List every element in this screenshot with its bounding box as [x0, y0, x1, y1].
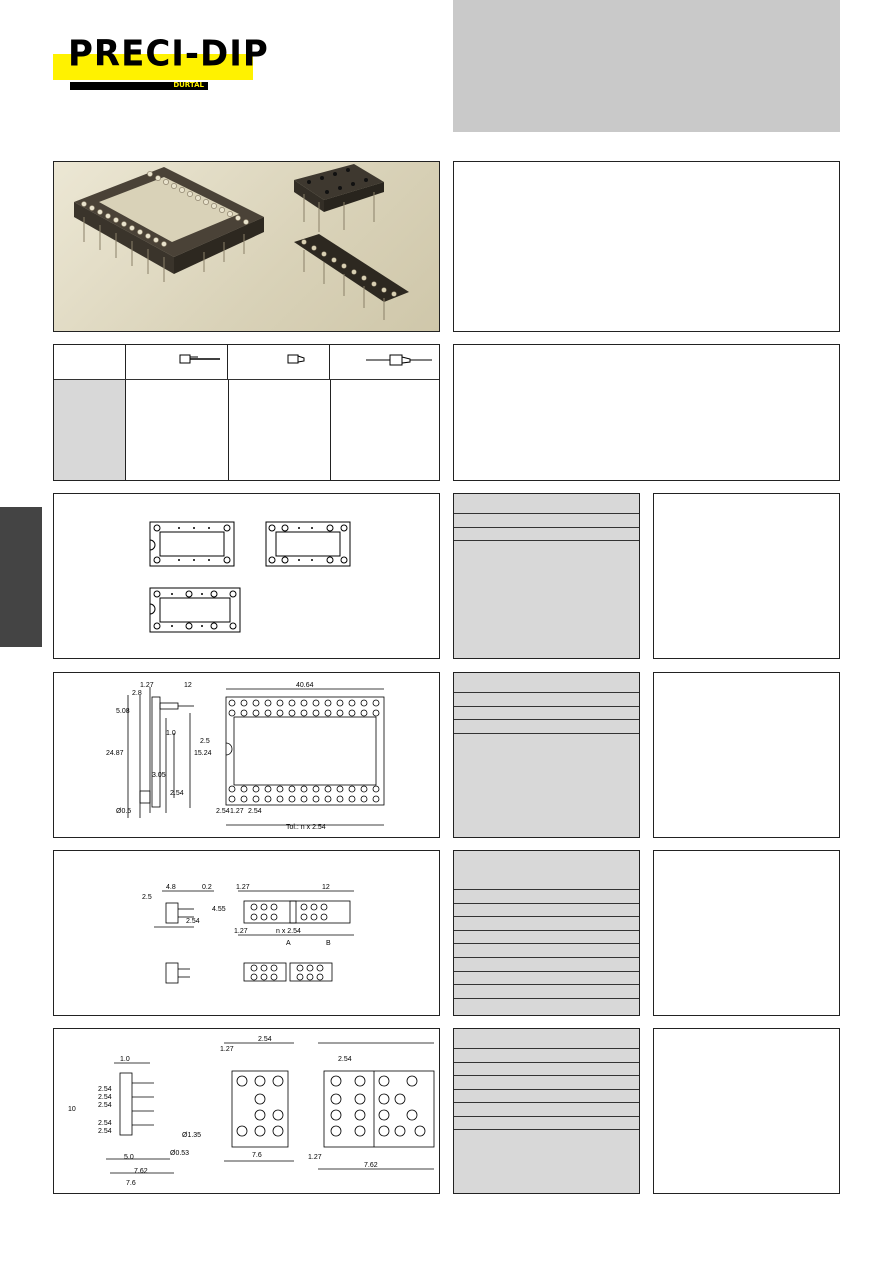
drawing-panel-4 [53, 1028, 440, 1194]
dim-label: Ø0.53 [170, 1150, 190, 1157]
drawing-panel-2 [53, 672, 440, 838]
header-title-block [453, 0, 840, 132]
pin-table-header-3 [330, 345, 439, 379]
dim-label: 2.54 [216, 808, 230, 815]
dim-label: 12 [322, 884, 330, 891]
logo-subtext: DURTAL [173, 81, 204, 89]
dim-label: 4.8 [166, 884, 176, 891]
spec-notes-3 [653, 850, 840, 1016]
dimension-drawing-strip [54, 851, 439, 1015]
pin-table-header-1 [126, 345, 228, 379]
logo-subbar [70, 82, 208, 90]
spec-table-4 [453, 1028, 640, 1194]
dim-label: 7.62 [364, 1162, 378, 1169]
spec-row-line [454, 540, 639, 541]
spec-row-line [454, 692, 639, 693]
dim-label: 4.55 [212, 906, 226, 913]
spec-row-line [454, 889, 639, 890]
spec-row-line [454, 998, 639, 999]
dim-label: 1.0 [166, 730, 176, 737]
pin-table-label-cell [54, 380, 126, 480]
spec-row-line [454, 984, 639, 985]
spec-row-line [454, 957, 639, 958]
spec-row-line [454, 719, 639, 720]
product-photo-drawing [54, 162, 439, 331]
spec-table-2 [453, 672, 640, 838]
spec-row-line [454, 1048, 639, 1049]
dim-label: 2.54 [98, 1094, 112, 1101]
dim-label: 2.5 [200, 738, 210, 745]
dim-label: n x 2.54 [276, 928, 301, 935]
dim-label: 2.54 [338, 1056, 352, 1063]
pin-table-col-line [330, 380, 331, 480]
spec-row-line [454, 513, 639, 514]
dim-label: 5.0 [124, 1154, 134, 1161]
dim-label: 1.27 [234, 928, 248, 935]
dim-label: 2.54 [98, 1120, 112, 1127]
spec-row-line [454, 527, 639, 528]
dim-label: 12 [184, 682, 192, 689]
spec-table-3 [453, 850, 640, 1016]
dim-label: 2.54 [258, 1036, 272, 1043]
spec-notes-1 [653, 493, 840, 659]
features-panel [453, 344, 840, 481]
dim-label: 1.27 [308, 1154, 322, 1161]
dim-label: 2.54 [186, 918, 200, 925]
spec-notes-2 [653, 672, 840, 838]
dimension-drawing-dip [54, 673, 439, 837]
dim-label: 2.54 [98, 1086, 112, 1093]
spec-row-line [454, 943, 639, 944]
description-panel [453, 161, 840, 332]
drawing-panel-3 [53, 850, 440, 1016]
spec-row-line [454, 733, 639, 734]
pin-wire-icon [364, 353, 434, 367]
pin-table-header-2 [228, 345, 330, 379]
spec-row-line [454, 971, 639, 972]
dim-label: 5.08 [116, 708, 130, 715]
spec-row-line [454, 1129, 639, 1130]
dim-label: 3.05 [152, 772, 166, 779]
dim-label: B [326, 940, 331, 947]
pin-long-icon [178, 353, 222, 365]
dim-label: Ø0.5 [116, 808, 132, 815]
dim-label: 2.54 [170, 790, 184, 797]
dim-label: Ø1.35 [182, 1132, 202, 1139]
dim-label: 1.27 [140, 682, 154, 689]
spec-table-1 [453, 493, 640, 659]
spec-notes-4 [653, 1028, 840, 1194]
dim-label: 1.27 [230, 808, 244, 815]
spec-row-line [454, 1062, 639, 1063]
section-side-tab [0, 507, 42, 647]
drawing-panel-1 [53, 493, 440, 659]
dim-label: 40.64 [296, 682, 314, 689]
dim-label: Tol.: n x 2.54 [286, 824, 326, 831]
brand-logo: PRECI-DIP [68, 33, 269, 75]
spec-row-line [454, 930, 639, 931]
spec-row-line [454, 1075, 639, 1076]
pin-short-icon [286, 353, 308, 365]
dim-label: 2.5 [142, 894, 152, 901]
spec-row-line [454, 706, 639, 707]
dim-label: 1.27 [236, 884, 250, 891]
spec-row-line [454, 1102, 639, 1103]
dim-label: 2.8 [132, 690, 142, 697]
dim-label: 24.87 [106, 750, 124, 757]
dim-label: 1.0 [120, 1056, 130, 1063]
dim-label: 7.6 [126, 1180, 136, 1187]
dimension-drawing-pcb [54, 1029, 439, 1193]
dim-label: 2.54 [98, 1102, 112, 1109]
dim-label: A [286, 940, 291, 947]
spec-row-line [454, 1089, 639, 1090]
pin-table-col-line [228, 380, 229, 480]
dim-label: 10 [68, 1106, 76, 1113]
spec-row-line [454, 903, 639, 904]
pin-table-header-blank [54, 345, 126, 379]
dim-label: 7.62 [134, 1168, 148, 1175]
dim-label: 0.2 [202, 884, 212, 891]
spec-row-line [454, 1116, 639, 1117]
dim-label: 7.6 [252, 1152, 262, 1159]
spec-row-line [454, 916, 639, 917]
dim-label: 2.54 [248, 808, 262, 815]
dim-label: 1.27 [220, 1046, 234, 1053]
dim-label: 2.54 [98, 1128, 112, 1135]
product-photo [53, 161, 440, 332]
socket-top-views-drawing [54, 494, 439, 658]
dim-label: 15.24 [194, 750, 212, 757]
pin-options-table [53, 344, 440, 481]
